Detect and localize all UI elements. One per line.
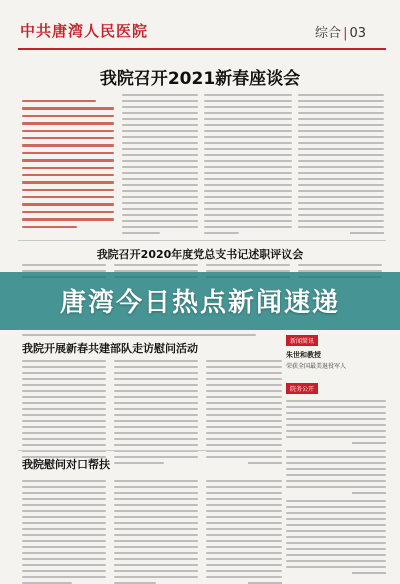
article4-column2 — [114, 480, 198, 584]
article4-column1 — [22, 480, 106, 584]
sidebar-tag-brief: 新闻简讯 — [286, 335, 318, 346]
section-label — [315, 22, 366, 41]
news-brief-sidebar — [286, 328, 386, 578]
headline-party-review: 我院召开2020年度党总支书记述职评议会 — [96, 248, 304, 261]
section-divider-rule — [18, 240, 386, 241]
article1-column3 — [298, 94, 384, 240]
section-divider-rule-2 — [18, 450, 282, 451]
article3-column1 — [22, 360, 106, 468]
article4-column3 — [206, 480, 282, 584]
lead-paragraph — [22, 100, 114, 248]
sidebar-item1-sub: 荣获全国最美退役军人 — [286, 363, 347, 370]
newspaper-logo: 中共唐湾人民医院 — [20, 22, 149, 40]
article1-column2 — [204, 94, 292, 238]
section-name: 综合 — [315, 26, 342, 41]
article3-column3 — [206, 360, 282, 470]
banner-title: 唐湾今日热点新闻速递 — [59, 288, 340, 318]
page-number: 03 — [349, 26, 366, 41]
sidebar-item1-head: 朱世和教授 — [286, 351, 321, 359]
headline-new-year-forum: 我院召开2021新春座谈会 — [99, 69, 301, 89]
sidebar-body — [286, 400, 386, 574]
section-divider: | — [343, 26, 348, 41]
sidebar-tag-affairs: 院务公开 — [286, 383, 318, 394]
masthead — [18, 14, 386, 50]
headline-poverty-aid: 我院慰问对口帮扶 — [22, 458, 110, 471]
article3-column2 — [114, 360, 198, 468]
article1-column1 — [122, 94, 198, 238]
headline-army-visit: 我院开展新春共建部队走访慰问活动 — [22, 342, 198, 355]
